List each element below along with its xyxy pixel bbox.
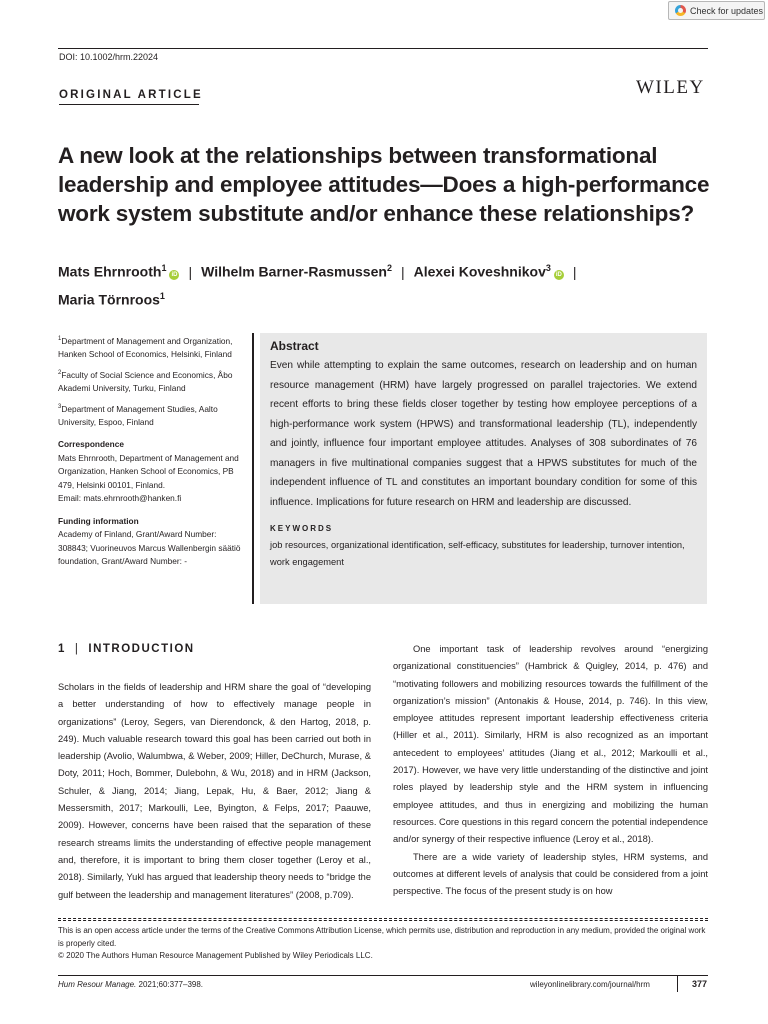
license-rule	[58, 920, 708, 921]
author-separator: |	[188, 263, 193, 280]
correspondence-text: Mats Ehrnrooth, Department of Management and Organization, Hanken School of Economics, PB 479, Helsinki 00101, Finland.	[58, 452, 239, 490]
license-notice	[58, 925, 708, 963]
footer-citation	[58, 980, 203, 989]
volume-pages: 2021;60:377–398.	[138, 980, 204, 989]
paragraph: There are a wide variety of leadership styles, HRM systems, and outcomes at different levels of analysis that could be considered from a joint perspective. The focus of the present study is on how	[393, 851, 708, 897]
check-for-updates-label: Check for updates	[690, 5, 764, 16]
correspondence-heading: Correspondence	[58, 439, 124, 450]
affiliation-number: 2	[58, 369, 62, 376]
journal-abbrev: Hum Resour Manage.	[58, 980, 137, 989]
paragraph: One important task of leadership revolves around “energizing organizational constituencies” (Hambrick & Quigley, 2014, p. 476) and “motivating followers and mobilizing resources towards the fulfillment of the organization’s mission” (Antonakis & House, 2014, p. 746). In this view, employee attitudes represent important leadership effectiveness criteria (Hiller et al., 2011). Similarly, HRM is also recognized as an important antecedent to employees’ attitudes (Jiang et al., 2012; Markoulli et al., 2017). However, we have very little understanding of the distinctive and joint roles played by leadership style and the HRM system in influencing employee attitudes, and thus in energizing and mobilizing the human resources. Core questions in this regard concern the potential independence and/or synergy of their respective influence (Leroy et al., 2018).	[393, 644, 708, 845]
affiliations-column	[58, 333, 243, 574]
author-affiliation-number: 1	[159, 290, 165, 301]
orcid-icon[interactable]: iD	[555, 271, 562, 278]
affiliation	[58, 401, 243, 430]
author-separator: |	[572, 263, 577, 280]
author-name: Maria Törnroos	[58, 291, 160, 308]
author-name: Wilhelm Barner-Rasmussen	[201, 263, 387, 280]
publisher-logo: WILEY	[636, 77, 705, 98]
article-type: ORIGINAL ARTICLE	[59, 89, 203, 101]
author-name: Alexei Koveshnikov	[413, 263, 546, 280]
abstract-box	[260, 333, 707, 604]
author-list	[58, 256, 698, 311]
keywords-heading: KEYWORDS	[270, 524, 334, 533]
author-affiliation-number: 2	[386, 263, 392, 273]
abstract-heading: Abstract	[270, 339, 319, 353]
body-column-right	[393, 641, 708, 900]
affiliation	[58, 367, 243, 396]
abstract-text: Even while attempting to explain the same outcomes, research on leadership and on human resource management (HRM) have largely progressed on parallel trajectories. We extend recent efforts to bring these fields closer together by testing how employee perceptions of a high-performance work system (HPWS) and transformational leadership (TL), independently and jointly, influence four important employee attitudes. Analyses of 308 subordinates of 76 managers in five multinational companies suggest that a HPWS substitutes for much of the independent influence of TL and constitutes an important boundary condition for some of this influence. Implications for future research on HRM and leadership are discussed.	[270, 360, 697, 508]
footer-rule	[58, 975, 708, 976]
footer-divider	[677, 976, 678, 992]
header-rule	[58, 48, 708, 49]
section-title: INTRODUCTION	[88, 643, 195, 655]
body-column-left	[58, 679, 371, 904]
affiliation-number: 3	[58, 403, 62, 410]
page-number: 377	[692, 979, 708, 989]
affiliation	[58, 333, 243, 362]
doi: DOI: 10.1002/hrm.22024	[59, 52, 159, 62]
paragraph: Scholars in the fields of leadership and HRM share the goal of “developing a better understanding of how to effectively manage people in organizations” (Leroy, Segers, van Dierendonck, & den Hartog, 2018, p. 249). Much valuable research toward this goal has been carried out both in leadership (Avolio, Walumbwa, & Weber, 2009; Hiller, DeChurch, Murase, & Doty, 2011; Hoch, Bommer, Dulebohn, & Wu, 2018) and in HRM (Jackson, Schuler, & Jiang, 2014; Jiang, Lepak, Hu, & Baer, 2012; Jiang & Messersmith, 2017; Markoulli, Lee, Byington, & Felps, 2017; Paauwe, 2009). However, concerns have been raised that the separation of these research streams limits the understanding of effective people management and, therefore, it is important to bring them closer together (Leroy et al., 2018). Similarly, Yukl has argued that leadership theory needs to “bridge the gulf between the leadership and management literatures” (2008, p.709).	[58, 682, 371, 900]
section-number: 1	[58, 643, 66, 655]
affiliation-number: 1	[58, 336, 62, 342]
funding-heading: Funding information	[58, 515, 139, 526]
journal-url-link[interactable]: wileyonlinelibrary.com/journal/hrm	[530, 980, 650, 989]
affiliation-text: Department of Management and Organization, Hanken School of Economics, Helsinki, Finland	[58, 335, 233, 360]
copyright-text: © 2020 The Authors Human Resource Management Published by Wiley Periodicals LLC.	[58, 951, 373, 960]
section-separator: |	[74, 643, 80, 655]
abstract-divider	[252, 333, 254, 604]
article-title: A new look at the relationships between transformational leadership and employee attitudes—Does a high-performance work system substitute and/or enhance these relationships?	[58, 143, 710, 226]
author-affiliation-number: 1	[161, 263, 167, 273]
license-rule	[58, 918, 708, 919]
keywords-text: job resources, organizational identification, self-efficacy, substitutes for leadership, turnover intention, work engagement	[270, 540, 685, 567]
article-type-underline	[59, 104, 199, 105]
author-affiliation-number: 3	[545, 263, 551, 273]
affiliation-text: Faculty of Social Science and Economics, Åbo Akademi University, Turku, Finland	[58, 369, 233, 394]
license-text: This is an open access article under the terms of the Creative Commons Attribution License, which permits use, distribution and reproduction in any medium, provided the original work is properly cited.	[58, 926, 706, 948]
author-name: Mats Ehrnrooth	[58, 263, 162, 280]
correspondence-email[interactable]: Email: mats.ehrnrooth@hanken.fi	[58, 493, 182, 504]
crossmark-icon	[675, 5, 686, 16]
section-heading	[58, 643, 195, 655]
check-for-updates-button[interactable]	[668, 1, 765, 20]
funding-text: Academy of Finland, Grant/Award Number: 308843; Vuorineuvos Marcus Wallenbergin säätiö foundation, Grant/Award Number: -	[58, 529, 241, 567]
affiliation-text: Department of Management Studies, Aalto University, Espoo, Finland	[58, 403, 218, 427]
orcid-icon[interactable]: iD	[171, 271, 178, 278]
author-separator: |	[400, 263, 405, 280]
